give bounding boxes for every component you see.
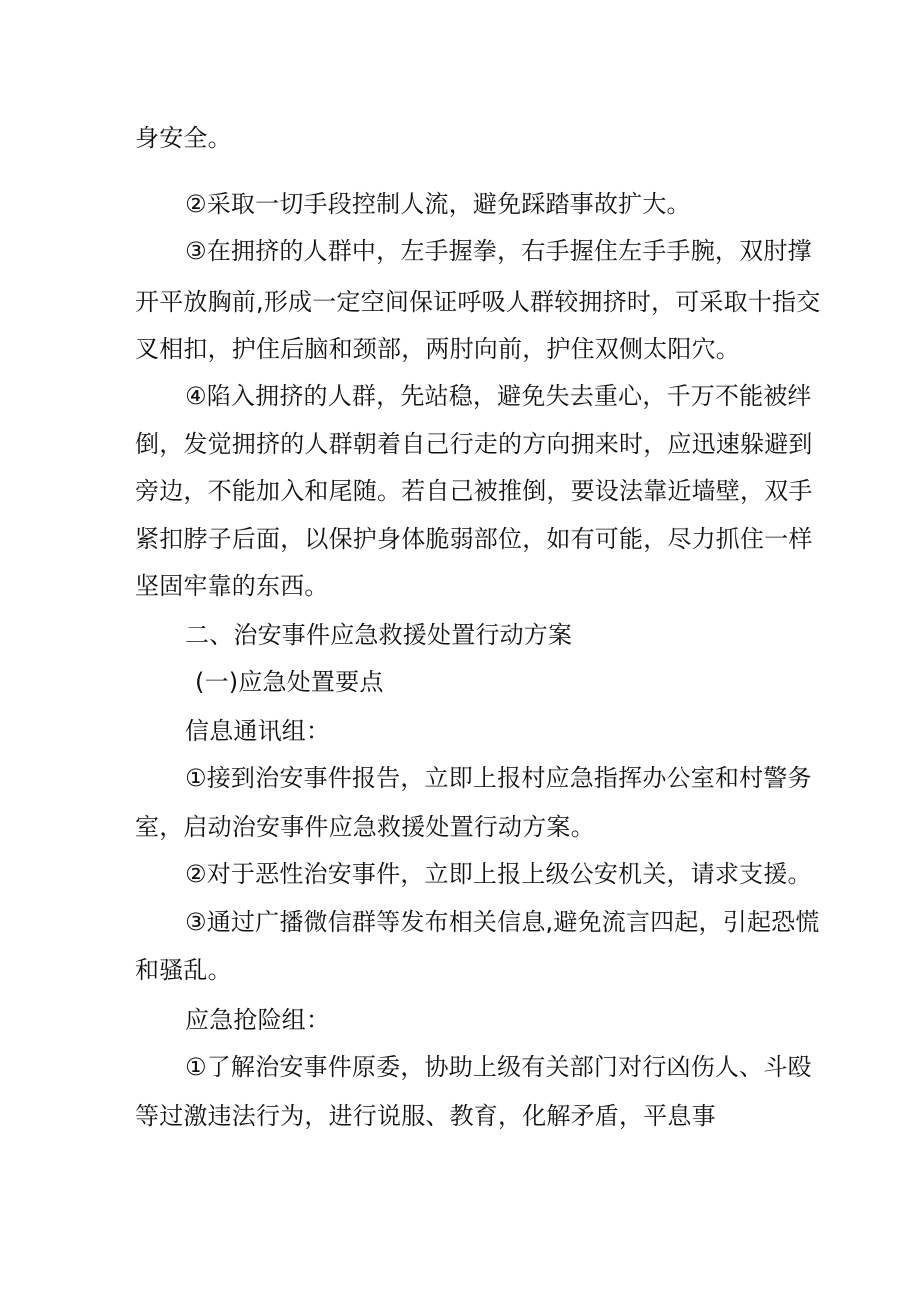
text-line: ④陷入拥挤的人群，先站稳，避免失去重心，千万不能被绊 <box>185 382 812 410</box>
subsection-heading: (一)应急处置要点 <box>195 668 384 696</box>
text-line: 开平放胸前,形成一定空间保证呼吸人群较拥挤时，可采取十指交 <box>135 288 821 316</box>
text-line: 坚固牢靠的东西。 <box>135 572 329 600</box>
group-heading: 应急抢险组： <box>185 1006 331 1034</box>
text-line: 倒，发觉拥挤的人群朝着自己行走的方向拥来时，应迅速躲避到 <box>135 430 813 458</box>
text-line: ③在拥挤的人群中，左手握拳，右手握住左手手腕，双肘撑 <box>185 237 812 265</box>
text-line: ①接到治安事件报告，立即上报村应急指挥办公室和村警务 <box>185 764 812 792</box>
text-line: 和骚乱。 <box>135 956 232 984</box>
text-line: 等过激违法行为，进行说服、教育，化解矛盾，平息事 <box>135 1102 716 1130</box>
text-line: ①了解治安事件原委，协助上级有关部门对行凶伤人、斗殴 <box>185 1053 812 1081</box>
text-line: 紧扣脖子后面，以保护身体脆弱部位，如有可能，尽力抓住一样 <box>135 525 813 553</box>
text-line: 室，启动治安事件应急救援处置行动方案。 <box>135 813 595 841</box>
text-line: ②采取一切手段控制人流，避免踩踏事故扩大。 <box>185 190 691 218</box>
text-line: ③通过广播微信群等发布相关信息,避免流言四起，引起恐慌 <box>185 908 820 936</box>
section-heading: 二、治安事件应急救援处置行动方案 <box>185 621 573 649</box>
text-line: ②对于恶性治安事件，立即上报上级公安机关，请求支援。 <box>185 860 812 888</box>
text-line: 身安全。 <box>135 124 232 152</box>
group-heading: 信息通讯组： <box>185 717 331 745</box>
text-line: 叉相扣，护住后脑和颈部，两肘向前，护住双侧太阳穴。 <box>135 335 740 363</box>
text-line: 旁边，不能加入和尾随。若自己被推倒，要设法靠近墙壁，双手 <box>135 477 813 505</box>
